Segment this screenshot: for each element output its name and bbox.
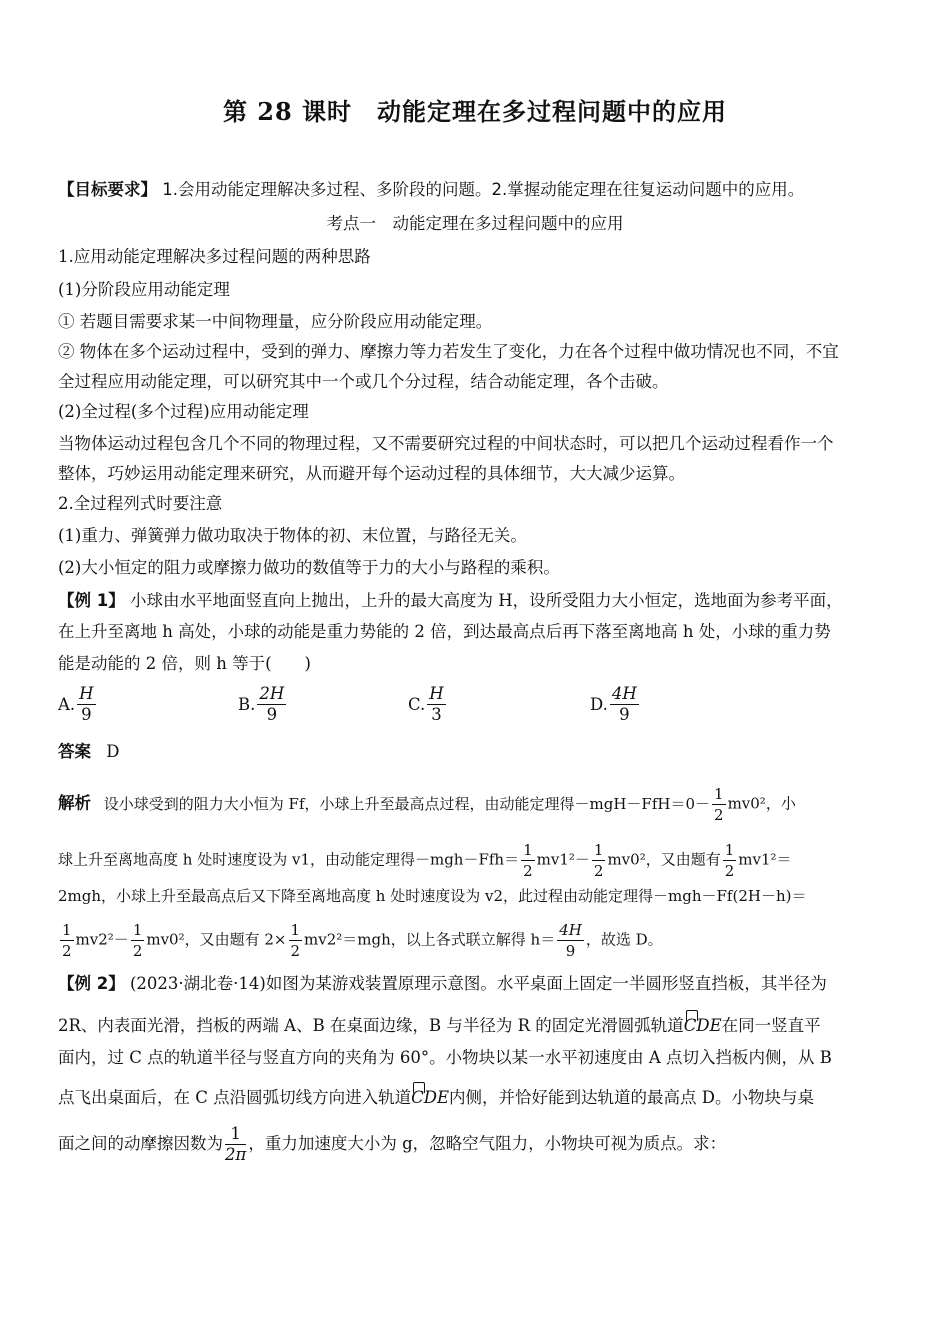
example1-label: 【例 1】 xyxy=(58,591,125,610)
option-d-label: D. xyxy=(590,695,608,714)
option-a-fraction xyxy=(77,684,95,725)
half-den: 2 xyxy=(62,942,72,960)
example2-line-5 xyxy=(58,1124,892,1165)
analysis-4-mid2: mv0²，又由题有 2× xyxy=(146,930,287,949)
half-den: 2 xyxy=(132,942,143,960)
analysis-4-mid3: mv2²＝mgh，以上各式联立解得 h＝ xyxy=(304,930,556,949)
example1-q1: 小球由水平地面竖直向上抛出，上升的最大高度为 H，设所受阻力大小恒定，选地面为参考平面， xyxy=(129,591,843,610)
option-b-num: 2H xyxy=(259,684,285,703)
analysis-2-post: mv1²＝ xyxy=(738,850,792,869)
example2-q5-post: ，重力加速度大小为 g，忽略空气阻力，小物块可视为质点。求： xyxy=(248,1134,727,1153)
half-den: 2 xyxy=(523,862,533,880)
mu-num: 1 xyxy=(225,1124,246,1145)
analysis-4-half-c xyxy=(289,920,303,961)
half-num: 1 xyxy=(290,921,301,939)
half-num: 1 xyxy=(724,841,735,859)
option-a-num: H xyxy=(79,684,94,703)
analysis-1-half xyxy=(712,784,726,825)
analysis-1-post: mv0²，小 xyxy=(727,794,796,813)
result-den: 9 xyxy=(565,942,576,960)
option-d xyxy=(590,684,641,725)
analysis-2-mid1: mv1²－ xyxy=(536,850,590,869)
analysis-2-half-a xyxy=(521,840,535,881)
option-c-fraction xyxy=(427,684,445,725)
option-b-den: 9 xyxy=(266,705,278,724)
result-num: 4H xyxy=(559,921,582,939)
answer-value: D xyxy=(106,742,120,761)
analysis-4-post: ，故选 D。 xyxy=(585,930,663,949)
option-d-den: 9 xyxy=(619,705,630,724)
analysis-2-half-c xyxy=(723,840,737,881)
body-line-7: 当物体运动过程包含几个不同的物理过程，又不需要研究过程的中间状态时，可以把几个运动过程看作一个 xyxy=(58,434,834,453)
option-a xyxy=(58,684,98,725)
example2-line-1 xyxy=(58,972,892,996)
option-b-fraction xyxy=(257,684,286,725)
analysis-line-1 xyxy=(58,784,892,825)
analysis-2-mid2: mv0²，又由题有 xyxy=(607,850,721,869)
example1-line-2: 在上升至离地 h 高处，小球的动能是重力势能的 2 倍，到达最高点后再下落至离地高 h 处，小球的重力势 xyxy=(58,622,831,641)
option-a-den: 9 xyxy=(81,705,92,724)
body-line-8: 整体，巧妙运用动能定理来研究，从而避开每个运动过程的具体细节，大大减少运算。 xyxy=(58,464,685,483)
example2-line-4 xyxy=(58,1086,892,1110)
option-d-num: 4H xyxy=(611,684,637,703)
option-d-fraction xyxy=(610,684,639,725)
analysis-4-half-b xyxy=(131,920,145,961)
body-line-11: (2)大小恒定的阻力或摩擦力做功的数值等于力的大小与路程的乘积。 xyxy=(58,558,560,577)
mu-fraction xyxy=(225,1124,246,1165)
option-c-den: 3 xyxy=(431,705,442,724)
half-num: 1 xyxy=(714,785,724,803)
half-num: 1 xyxy=(132,921,143,939)
example2-line-3: 面内，过 C 点的轨道半径与竖直方向的夹角为 60°。小物块以某一水平初速度由 A 点切入挡板内侧，从 B xyxy=(58,1048,832,1067)
analysis-label: 解析 xyxy=(58,793,91,813)
body-line-2: (1)分阶段应用动能定理 xyxy=(58,280,230,299)
half-num: 1 xyxy=(62,921,72,939)
example2-q4-post: 内侧，并恰好能到达轨道的最高点 D。小物块与桌 xyxy=(449,1088,815,1107)
half-num: 1 xyxy=(523,841,533,859)
analysis-line-2 xyxy=(58,840,892,881)
body-line-9: 2.全过程列式时要注意 xyxy=(58,494,223,513)
half-den: 2 xyxy=(714,806,724,824)
page-title: 第 28 课时 动能定理在多过程问题中的应用 xyxy=(222,97,728,126)
analysis-4-result xyxy=(557,920,584,961)
example2-q2-pre: 2R、内表面光滑，挡板的两端 A、B 在桌面边缘，B 与半径为 R 的固定光滑圆弧轨道 xyxy=(58,1016,684,1035)
body-line-1: 1.应用动能定理解决多过程问题的两种思路 xyxy=(58,247,371,266)
body-line-10: (1)重力、弹簧弹力做功取决于物体的初、末位置，与路径无关。 xyxy=(58,526,527,545)
analysis-2-pre: 球上升至离地高度 h 处时速度设为 v1，由动能定理得－mgh－Ffh＝ xyxy=(58,850,520,869)
objective-line xyxy=(58,178,892,202)
option-a-label: A. xyxy=(58,695,76,714)
example1-line-1 xyxy=(58,589,892,613)
objective-label: 【目标要求】 xyxy=(58,180,157,199)
arc-cde: CDE xyxy=(684,1014,722,1038)
half-den: 2 xyxy=(593,862,604,880)
example2-label: 【例 2】 xyxy=(58,974,125,993)
arc-cde: CDE xyxy=(411,1086,449,1110)
example2-q4-pre: 点飞出桌面后，在 C 点沿圆弧切线方向进入轨道 xyxy=(58,1088,412,1107)
objective-text: 1.会用动能定理解决多过程、多阶段的问题。2.掌握动能定理在往复运动问题中的应用。 xyxy=(162,180,805,199)
example2-q5-pre: 面之间的动摩擦因数为 xyxy=(58,1134,223,1153)
example2-line-2 xyxy=(58,1014,892,1038)
half-den: 2 xyxy=(290,942,301,960)
example1-line-3: 能是动能的 2 倍，则 h 等于( ) xyxy=(58,654,311,673)
answer-label: 答案 xyxy=(58,742,91,761)
body-line-6: (2)全过程(多个过程)应用动能定理 xyxy=(58,402,309,421)
half-den: 2 xyxy=(724,862,735,880)
example2-q1: (2023·湖北卷·14)如图为某游戏装置原理示意图。水平桌面上固定一半圆形竖直挡板，其半径为 xyxy=(129,974,827,993)
analysis-line-3: 2mgh，小球上升至最高点后又下降至离地高度 h 处时速度设为 v2，此过程由动能定理得－mgh－Ff(2H－h)＝ xyxy=(58,887,807,905)
answer-line xyxy=(58,740,892,764)
section-heading: 考点一 动能定理在多过程问题中的应用 xyxy=(326,214,624,233)
body-line-5: 全过程应用动能定理，可以研究其中一个或几个分过程，结合动能定理，各个击破。 xyxy=(58,372,669,391)
analysis-1-pre: 设小球受到的阻力大小恒为 Ff，小球上升至最高点过程，由动能定理得－mgH－FfH＝0－ xyxy=(103,794,711,813)
analysis-4-half-a xyxy=(60,920,74,961)
option-c xyxy=(408,684,448,725)
option-c-num: H xyxy=(429,684,444,703)
option-b xyxy=(238,684,288,725)
half-num: 1 xyxy=(593,841,604,859)
example2-q2-post: 在同一竖直平 xyxy=(721,1016,821,1035)
option-b-label: B. xyxy=(238,695,256,714)
analysis-2-half-b xyxy=(592,840,606,881)
body-line-3: ① 若题目需要求某一中间物理量，应分阶段应用动能定理。 xyxy=(58,312,493,331)
body-line-4: ② 物体在多个运动过程中，受到的弹力、摩擦力等力若发生了变化，力在各个过程中做功情况也不同，不宜 xyxy=(58,342,839,361)
analysis-line-4 xyxy=(58,920,892,961)
analysis-4-mid1: mv2²－ xyxy=(75,930,129,949)
option-c-label: C. xyxy=(408,695,426,714)
mu-den: 2π xyxy=(225,1145,247,1164)
